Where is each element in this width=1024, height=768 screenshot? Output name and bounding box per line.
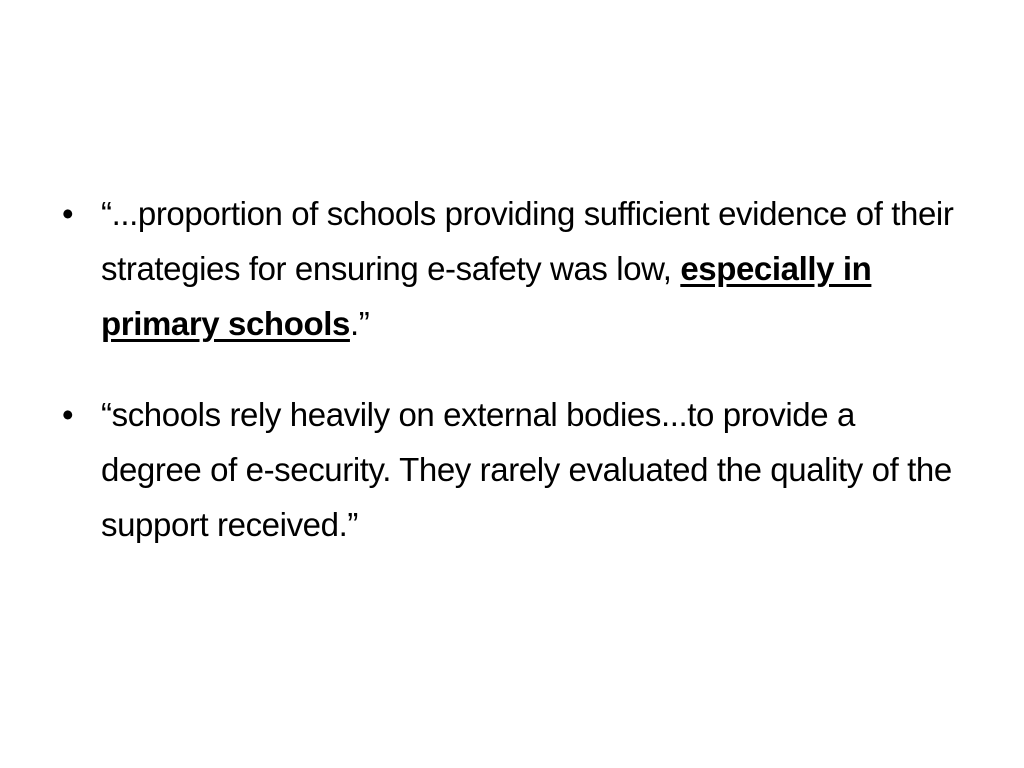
bullet-icon: • [62, 195, 74, 232]
bullet-1-emphasis: especially in primary schools [101, 250, 872, 342]
bullet-item-1 [62, 186, 962, 351]
bullet-icon: • [62, 396, 74, 433]
bullet-list [62, 186, 962, 588]
bullet-item-2 [62, 387, 962, 552]
bullet-1-text: “...proportion of schools providing sufficient evidence of their strategies for ensuring e-safety was low, [101, 195, 954, 287]
bullet-1-suffix: .” [349, 305, 370, 342]
bullet-2-text: “schools rely heavily on external bodies...to provide a degree of e-security. They rarely evaluated the quality of the support received.” [101, 396, 952, 543]
